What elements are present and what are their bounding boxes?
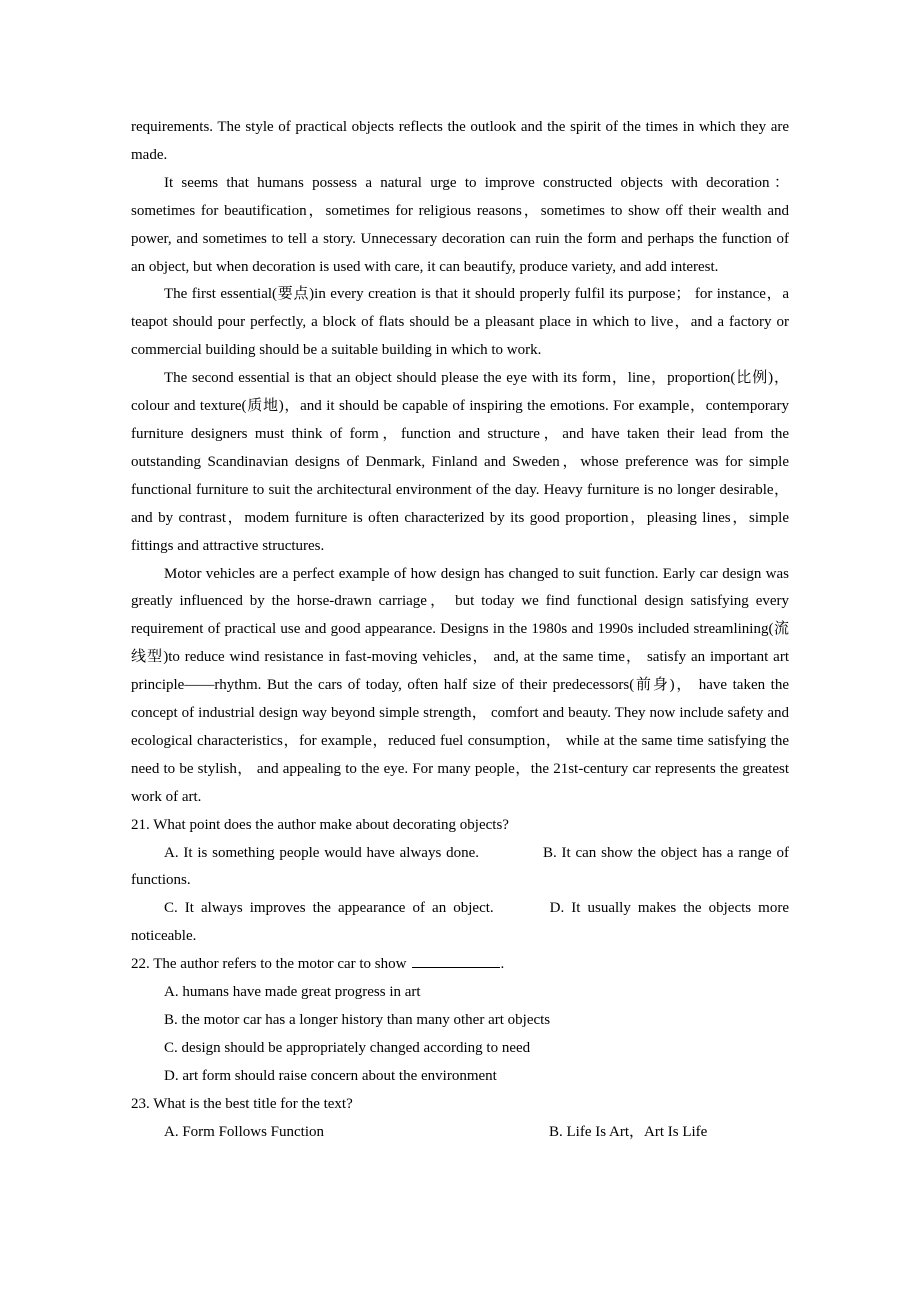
question-22-stem-line: [131, 951, 789, 979]
question-22-option-c[interactable]: C. design should be appropriately changed according to need: [164, 1039, 531, 1056]
question-22-option-a[interactable]: A. humans have made great progress in art: [164, 984, 421, 1001]
question-21-stem: 21. What point does the author make about decorating objects?: [131, 816, 509, 833]
answer-blank: [412, 953, 500, 968]
question-23-options: [131, 1119, 789, 1147]
passage-paragraph-5: Motor vehicles are a perfect example of how design has changed to suit function. Early car design was greatly influenced by the horse-drawn carriage， but today we find functional design satisfying every requirement of practical use and good appearance. Designs in the 1980s and 1990s included streamlining(流线型)to reduce wind resistance in fast-moving vehicles， and, at the same time， satisfy an important art principle——rhythm. But the cars of today, often half size of their predecessors(前身)， have taken the concept of industrial design way beyond simple strength， comfort and beauty. They now include safety and ecological characteristics，for example，reduced fuel consumption， while at the same time satisfying the need to be stylish， and appealing to the eye. For many people，the 21st-century car represents the greatest work of art.: [131, 565, 789, 805]
question-21-option-c[interactable]: C. It always improves the appearance of an object.: [164, 900, 494, 917]
question-22-stem-end: .: [500, 956, 505, 973]
question-22-option-d[interactable]: D. art form should raise concern about the environment: [164, 1067, 497, 1084]
document-content: [131, 114, 789, 1147]
passage-paragraph-1: requirements. The style of practical objects reflects the outlook and the spirit of the times in which they are made.: [131, 119, 789, 163]
passage-paragraph-4: The second essential is that an object should please the eye with its form，line，proportion(比例)，colour and texture(质地)，and it should be capable of inspiring the emotions. For example，contemporary furniture designers must think of form，function and structure，and have taken their lead from the outstanding Scandinavian designs of Denmark, Finland and Sweden，whose preference was for simple functional furniture to suit the architectural environment of the day. Heavy furniture is no longer desirable，and by contrast，modem furniture is often characterized by its good proportion，pleasing lines，simple fittings and attractive structures.: [131, 370, 789, 554]
question-21-option-d[interactable]: D. It usually makes the objects more noticeable.: [131, 900, 790, 945]
passage-paragraph-2: It seems that humans possess a natural urge to improve constructed objects with decoration：sometimes for beautification，sometimes for religious reasons，sometimes to show off their wealth and power, and sometimes to tell a story. Unnecessary decoration can ruin the form and perhaps the function of an object, but when decoration is used with care, it can beautify, produce variety, and add interest.: [131, 174, 789, 275]
question-21-option-b[interactable]: B. It can show the object has a range of functions.: [131, 844, 789, 889]
question-23-option-b[interactable]: B. Life Is Art，Art Is Life: [549, 1123, 708, 1140]
question-23-stem: 23. What is the best title for the text?: [131, 1095, 353, 1112]
question-21-option-a[interactable]: A. It is something people would have always done.: [164, 844, 479, 861]
question-22-option-b[interactable]: B. the motor car has a longer history than many other art objects: [164, 1012, 551, 1028]
question-21-options-ab: [131, 840, 789, 896]
question-22-stem: 22. The author refers to the motor car to show: [131, 956, 407, 973]
passage-paragraph-3: The first essential(要点)in every creation is that it should properly fulfil its purpose； for instance，a teapot should pour perfectly, a block of flats should be a pleasant place in which to live，and a factory or commercial building should be a suitable building in which to work.: [131, 286, 789, 359]
question-23-option-a[interactable]: A. Form Follows Function: [164, 1123, 325, 1140]
question-21-options-cd: [131, 895, 789, 951]
